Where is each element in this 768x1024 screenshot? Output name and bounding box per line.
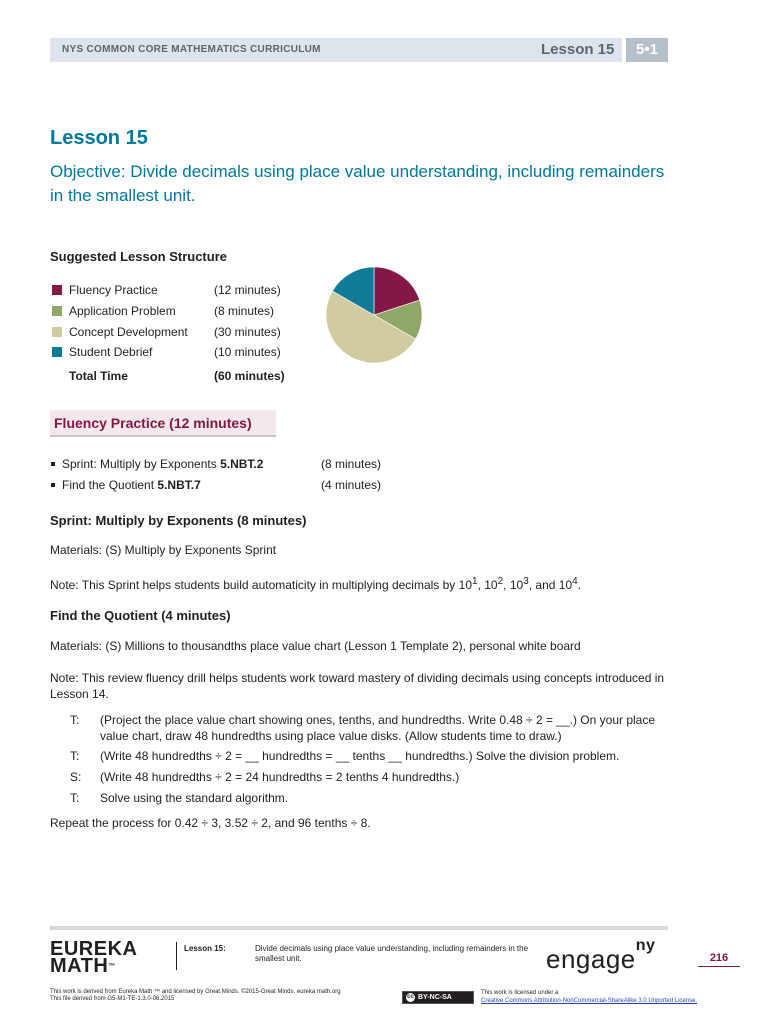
total-time: (60 minutes): [214, 369, 285, 383]
separator: ,: [477, 578, 485, 592]
ten: 10: [509, 578, 524, 592]
cc-badge-text: BY-NC-SA: [418, 994, 452, 1001]
objective: Objective: Divide decimals using place value understanding, including remainders in the smallest unit.: [50, 162, 665, 205]
total-label: Total Time: [69, 369, 128, 383]
fluency-heading: Fluency Practice (12 minutes): [54, 415, 252, 431]
sprint-note: [50, 574, 670, 593]
logo-tm: ™: [108, 963, 116, 970]
structure-time: (12 minutes): [214, 283, 281, 297]
bullet-icon: [51, 462, 55, 466]
license-link[interactable]: Creative Commons Attribution-NonCommercial-ShareAlike 3.0 Unported License.: [481, 998, 698, 1004]
quotient-note: Note: This review fluency drill helps students work toward mastery of dividing decimals using concepts introduced in Lesson 14.: [50, 671, 665, 701]
exponent: 2: [497, 576, 504, 587]
dialogue-line: [70, 712, 670, 746]
bullet-icon: [51, 483, 55, 487]
repeat-instruction: Repeat the process for 0.42 ÷ 3, 3.52 ÷ 2, and 96 tenths ÷ 8.: [50, 816, 371, 830]
sprint-note-text: Note: This Sprint helps students build automaticity in multiplying decimals by 10: [50, 578, 472, 592]
structure-label: Student Debrief: [69, 345, 153, 359]
footer-lesson-label: Lesson 15:: [184, 944, 226, 953]
page-title: Lesson 15: [50, 127, 148, 149]
bullet-standard: 5.NBT.7: [157, 478, 201, 492]
license-line: This work is licensed under a: [481, 990, 559, 996]
eureka-math-logo: [50, 938, 138, 977]
engage-text: engage: [546, 944, 636, 974]
structure-heading: Suggested Lesson Structure: [50, 249, 227, 264]
structure-time: (8 minutes): [214, 304, 275, 318]
page-number: 216: [698, 952, 740, 967]
bullet-standard: 5.NBT.2: [220, 457, 264, 471]
concept-swatch: [52, 327, 62, 337]
lesson-structure-pie-chart: [322, 263, 426, 367]
and-ten: , and 10: [528, 578, 573, 592]
cc-icon: cc: [407, 993, 414, 1000]
bullet-time: (8 minutes): [321, 457, 382, 471]
logo-word: MATH: [50, 955, 109, 977]
quotient-heading: Find the Quotient (4 minutes): [50, 608, 231, 623]
debrief-swatch: [52, 347, 62, 357]
bullet-text: Sprint: Multiply by Exponents: [62, 457, 217, 471]
structure-label: Application Problem: [69, 304, 176, 318]
dialogue-speaker: T:: [70, 791, 80, 805]
logo-word: EUREKA: [50, 938, 138, 960]
dialogue-text: (Write 48 hundredths ÷ 2 = 24 hundredths = 2 tenths 4 hundredths.): [100, 770, 460, 784]
sprint-heading: Sprint: Multiply by Exponents (8 minutes): [50, 513, 307, 528]
ten: 10: [484, 578, 498, 592]
engageny-logo: [546, 937, 656, 975]
footer-credit: [50, 989, 341, 1003]
dialogue-speaker: S:: [70, 770, 82, 784]
dialogue-speaker: T:: [70, 749, 80, 763]
bullet-text: Find the Quotient: [62, 478, 155, 492]
header-lesson: Lesson 15: [541, 41, 615, 58]
sprint-materials: Materials: (S) Multiply by Exponents Sprint: [50, 543, 277, 557]
footer-divider: [176, 942, 177, 970]
dialogue-text: Solve using the standard algorithm.: [100, 791, 289, 805]
exponent: 3: [523, 576, 529, 587]
credit-line: This work is derived from Eureka Math ™ and licensed by Great Minds. ©2015-Great Minds. eureka math.org: [50, 989, 341, 995]
bullet-label: [62, 476, 201, 494]
quotient-materials: Materials: (S) Millions to thousandths place value chart (Lesson 1 Template 2), personal white board: [50, 639, 581, 653]
structure-label: Concept Development: [69, 325, 188, 339]
engage-sup: ny: [635, 937, 656, 955]
cc-license-badge: [402, 991, 474, 1004]
footer-lesson-description: Divide decimals using place value understanding, including remainders in the smallest unit.: [255, 944, 529, 963]
header-module: 5•1: [626, 38, 668, 62]
exponent: 4: [572, 576, 578, 587]
license-text: [481, 989, 697, 1005]
dialogue-text: (Write 48 hundredths ÷ 2 = __ hundredths = __ tenths __ hundredths.) Solve the division problem.: [100, 749, 620, 763]
structure-time: (30 minutes): [214, 325, 281, 339]
period: .: [577, 578, 582, 592]
bullet-time: (4 minutes): [321, 478, 382, 492]
header-curriculum: NYS COMMON CORE MATHEMATICS CURRICULUM: [62, 44, 321, 55]
structure-time: (10 minutes): [214, 345, 281, 359]
fluency-swatch: [52, 285, 62, 295]
exponent: 1: [472, 576, 478, 587]
footer-rule: [50, 926, 668, 930]
dialogue-text: (Project the place value chart showing ones, tenths, and hundredths. Write 0.48 ÷ 2 = __.) On your place value chart, draw 48 hundredths using place value disks. (Allow students time to draw.): [100, 713, 656, 743]
bullet-label: [62, 455, 263, 473]
separator: ,: [503, 578, 510, 592]
credit-line: This file derived from G5-M1-TE-1.3.0-06.2015: [50, 996, 175, 1002]
dialogue-speaker: T:: [70, 713, 80, 727]
application-swatch: [52, 306, 62, 316]
structure-label: Fluency Practice: [69, 283, 158, 297]
